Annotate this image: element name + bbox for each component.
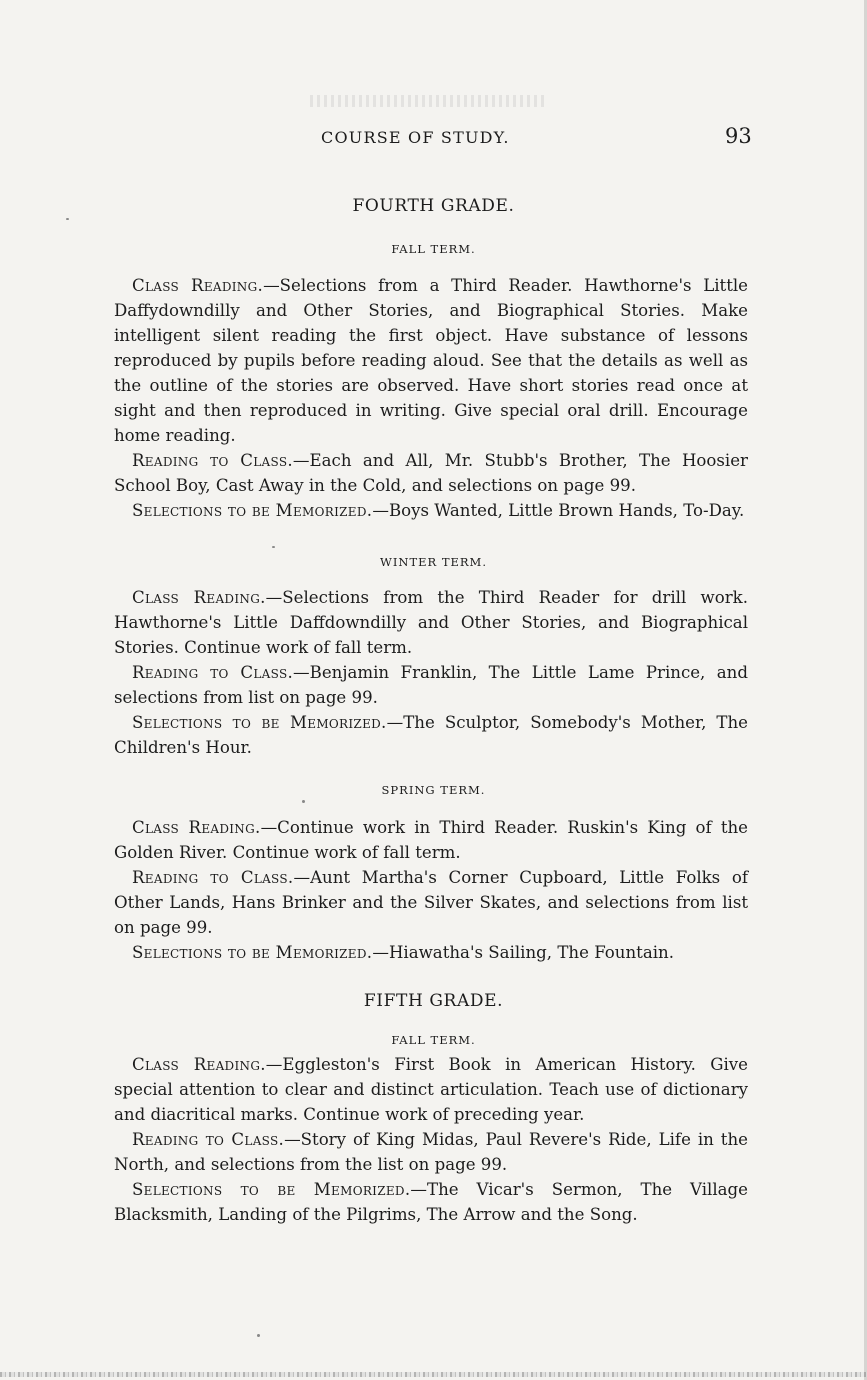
class-reading-paragraph xyxy=(114,815,748,865)
fifth-grade-fall-section xyxy=(114,1052,748,1227)
memorized-paragraph xyxy=(114,498,748,523)
running-title: COURSE OF STUDY. xyxy=(321,128,510,147)
memorized-paragraph xyxy=(114,1177,748,1227)
class-reading-paragraph xyxy=(114,273,748,448)
reading-to-class-label: Reading to Class. xyxy=(132,451,293,470)
reading-to-class-label: Reading to Class. xyxy=(132,868,294,887)
ink-speck xyxy=(66,218,69,220)
memorized-label: Selections to be Memorized. xyxy=(132,713,387,732)
memorized-label: Selections to be Memorized. xyxy=(132,943,373,962)
class-reading-text: —Eggleston's First Book in American History. Give special attention to clear and distinct articulation. Teach use of dictionary and diacritical marks. Continue work of preceding year. xyxy=(114,1055,748,1124)
reading-to-class-paragraph xyxy=(114,1127,748,1177)
memorized-label: Selections to be Memorized. xyxy=(132,501,373,520)
fifth-grade-fall-term-heading: FALL TERM. xyxy=(391,1033,476,1047)
class-reading-label: Class Reading. xyxy=(132,588,266,607)
class-reading-label: Class Reading. xyxy=(132,1055,266,1074)
fourth-grade-winter-term-heading: WINTER TERM. xyxy=(380,555,487,569)
class-reading-paragraph xyxy=(114,585,748,660)
reading-to-class-text: —Story of King Midas, Paul Revere's Ride, Life in the North, and selections from the list on page 99. xyxy=(114,1130,748,1174)
memorized-text: —Hiawatha's Sailing, The Fountain. xyxy=(372,943,674,962)
fourth-grade-fall-section xyxy=(114,273,748,523)
reading-to-class-label: Reading to Class. xyxy=(132,663,294,682)
memorized-text: —The Vicar's Sermon, The Village Blacksmith, Landing of the Pilgrims, The Arrow and the Song. xyxy=(114,1180,748,1224)
fourth-grade-spring-term-heading: SPRING TERM. xyxy=(381,783,486,797)
ink-speck xyxy=(272,546,275,548)
scan-bottom-edge xyxy=(0,1372,867,1377)
fifth-grade-heading: FIFTH GRADE. xyxy=(363,991,504,1011)
memorized-text: —The Sculptor, Somebody's Mother, The Children's Hour. xyxy=(114,713,748,757)
class-reading-label: Class Reading. xyxy=(132,276,264,295)
reading-to-class-paragraph xyxy=(114,660,748,710)
ink-speck xyxy=(257,1334,260,1337)
fourth-grade-fall-term-heading: FALL TERM. xyxy=(391,242,476,256)
memorized-paragraph xyxy=(114,940,748,965)
fourth-grade-spring-section xyxy=(114,815,748,965)
show-through-text xyxy=(310,95,545,107)
class-reading-paragraph xyxy=(114,1052,748,1127)
reading-to-class-paragraph xyxy=(114,448,748,498)
memorized-label: Selections to be Memorized. xyxy=(132,1180,411,1199)
memorized-text: —Boys Wanted, Little Brown Hands, To-Day. xyxy=(372,501,745,520)
class-reading-text: —Selections from the Third Reader for drill work. Hawthorne's Little Daffdowndilly and Other Stories, and Biographical Stories. Continue work of fall term. xyxy=(114,588,748,657)
fourth-grade-heading: FOURTH GRADE. xyxy=(352,196,515,216)
fourth-grade-winter-section xyxy=(114,585,748,760)
reading-to-class-text: —Each and All, Mr. Stubb's Brother, The Hoosier School Boy, Cast Away in the Cold, and selections on page 99. xyxy=(114,451,748,495)
reading-to-class-label: Reading to Class. xyxy=(132,1130,285,1149)
ink-speck xyxy=(302,800,305,803)
class-reading-label: Class Reading. xyxy=(132,818,261,837)
page-number: 93 xyxy=(725,124,752,148)
class-reading-text: —Continue work in Third Reader. Ruskin's King of the Golden River. Continue work of fall term. xyxy=(114,818,748,862)
reading-to-class-paragraph xyxy=(114,865,748,940)
class-reading-text: —Selections from a Third Reader. Hawthorne's Little Daffydowndilly and Other Stories, and Biographical Stories. Make intelligent silent reading the first object. Have substance of lessons reproduced by pupils before reading aloud. See that the details as well as the outline of the stories are observed. Have short stories read once at sight and then reproduced in writing. Give special oral drill. Encourage home reading. xyxy=(114,276,748,445)
memorized-paragraph xyxy=(114,710,748,760)
reading-to-class-text: —Aunt Martha's Corner Cupboard, Little Folks of Other Lands, Hans Brinker and the Silver Skates, and selections from list on page 99. xyxy=(114,868,748,937)
reading-to-class-text: —Benjamin Franklin, The Little Lame Prince, and selections from list on page 99. xyxy=(114,663,748,707)
